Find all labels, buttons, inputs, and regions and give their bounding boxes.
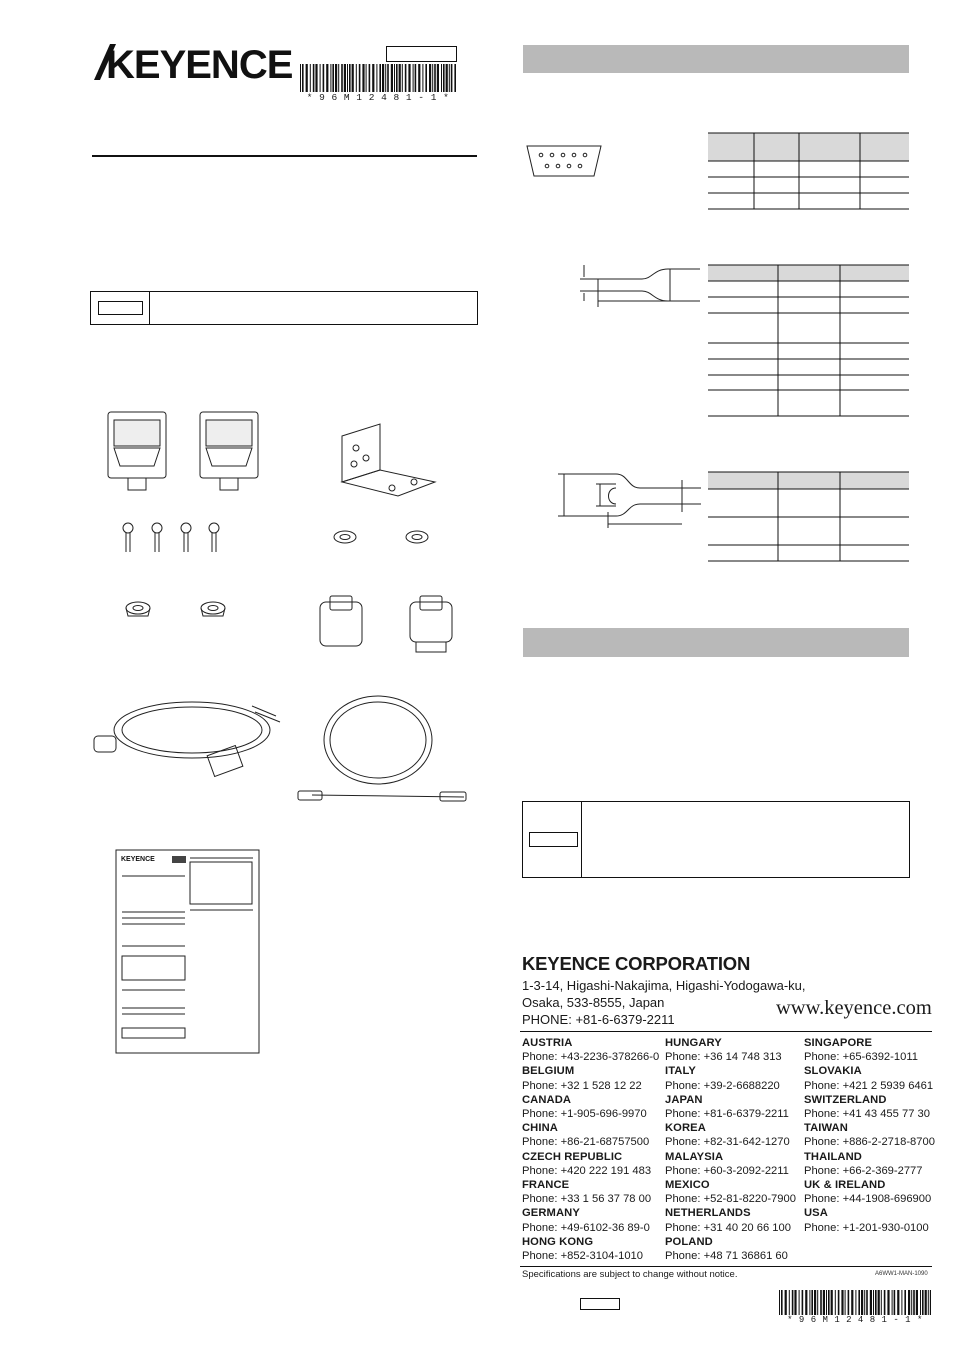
corporation-address-line2: Osaka, 533-8555, Japan xyxy=(522,995,665,1010)
office-country: SINGAPORE xyxy=(804,1037,873,1049)
office-country: TAIWAN xyxy=(804,1122,848,1135)
office-phone: Phone: +32 1 528 12 22 xyxy=(522,1079,642,1092)
office-country: ITALY xyxy=(665,1065,696,1078)
office-phone: Phone: +65-6392-1011 xyxy=(804,1051,918,1064)
office-country: USA xyxy=(804,1207,828,1220)
office-phone: Phone: +421 2 5939 6461 xyxy=(804,1079,934,1092)
cable-icon xyxy=(94,702,280,776)
office-column-2 xyxy=(665,1036,810,1263)
reader-unit-icon xyxy=(108,412,166,490)
office-column-3 xyxy=(804,1036,949,1235)
office-country: SWITZERLAND xyxy=(804,1093,887,1106)
mounting-bracket-icon xyxy=(342,424,435,496)
office-country: CZECH REPUBLIC xyxy=(522,1150,623,1163)
office-country: MEXICO xyxy=(665,1179,710,1192)
office-country: THAILAND xyxy=(804,1150,862,1163)
office-phone: Phone: +31 40 20 66 100 xyxy=(665,1221,791,1234)
note-box xyxy=(90,291,478,325)
office-phone: Phone: +39-2-6688220 xyxy=(665,1079,780,1092)
office-country: GERMANY xyxy=(522,1207,580,1220)
barcode-bottom-text: * 9 6 M 1 2 4 8 1 - 1 * xyxy=(787,1315,923,1325)
section-bar-middle xyxy=(523,628,909,657)
office-country: UK & IRELAND xyxy=(804,1179,886,1192)
office-phone: Phone: +44-1908-696900 xyxy=(804,1193,932,1206)
grommet-icon xyxy=(126,602,225,616)
office-country: HUNGARY xyxy=(665,1037,722,1049)
office-phone: Phone: +60-3-2092-2211 xyxy=(665,1164,789,1177)
office-country: NETHERLANDS xyxy=(665,1207,751,1220)
keyence-logo xyxy=(92,42,293,87)
office-country: MALAYSIA xyxy=(665,1150,724,1163)
office-phone: Phone: +81-6-6379-2211 xyxy=(665,1108,789,1121)
reader-unit-icon xyxy=(200,412,258,490)
office-country: FRANCE xyxy=(522,1179,570,1192)
wire-end-diagram xyxy=(580,255,700,305)
office-phone: Phone: +52-81-8220-7900 xyxy=(665,1193,796,1206)
washer-icon xyxy=(334,531,428,543)
website-link[interactable]: www.keyence.com xyxy=(776,997,932,1019)
office-phone: Phone: +36 14 748 313 xyxy=(665,1051,782,1064)
office-country: JAPAN xyxy=(665,1093,703,1106)
dsub-connector-icon xyxy=(524,144,604,178)
office-phone: Phone: +886-2-2718-8700 xyxy=(804,1136,935,1149)
office-phone: Phone: +43-2236-378266-0 xyxy=(522,1051,660,1064)
svg-text:KEYENCE: KEYENCE xyxy=(121,856,155,863)
package-illustrations xyxy=(80,400,490,1060)
office-country: BELGIUM xyxy=(522,1065,575,1078)
doc-code: A6WW1-MAN-1090 xyxy=(875,1271,928,1277)
office-phone: Phone: +33 1 56 37 78 00 xyxy=(522,1193,652,1206)
office-phone: Phone: +66-2-369-2777 xyxy=(804,1164,923,1177)
office-country: KOREA xyxy=(665,1122,706,1135)
pin-table xyxy=(708,133,909,210)
address-rule xyxy=(520,1031,932,1032)
office-phone: Phone: +82-31-642-1270 xyxy=(665,1136,790,1149)
corporation-name: KEYENCE CORPORATION xyxy=(522,953,751,974)
manual-thumbnail-icon xyxy=(116,850,259,1053)
office-phone: Phone: +86-21-68757500 xyxy=(522,1136,650,1149)
corporation-address-line1: 1-3-14, Higashi-Nakajima, Higashi-Yodogawa-ku, xyxy=(522,978,806,993)
office-phone: Phone: +48 71 36861 60 xyxy=(665,1250,788,1263)
keyence-logo-text: KEYENCE xyxy=(106,43,293,87)
office-phone: Phone: +49-6102-36 89-0 xyxy=(522,1221,650,1234)
terminal-spec-table xyxy=(708,472,909,562)
cable-icon xyxy=(298,696,466,801)
barcode-bottom xyxy=(779,1290,931,1315)
section-bar-top xyxy=(523,45,909,73)
footer-notice: Specifications are subject to change without notice. xyxy=(522,1269,738,1280)
screw-icon xyxy=(123,523,219,552)
office-country: CANADA xyxy=(522,1093,572,1106)
office-phone: Phone: +1-905-696-9970 xyxy=(522,1108,647,1121)
barcode-top-text: * 9 6 M 1 2 4 8 1 - 1 * xyxy=(306,92,450,103)
office-country: AUSTRIA xyxy=(522,1037,573,1049)
office-phone: Phone: +420 222 191 483 xyxy=(522,1164,652,1177)
office-phone: Phone: +41 43 455 77 30 xyxy=(804,1108,930,1121)
note-box-right xyxy=(522,801,910,878)
office-country: POLAND xyxy=(665,1235,713,1248)
crimp-terminal-diagram xyxy=(556,468,701,530)
note-box-right-label xyxy=(529,832,578,847)
note-box-label xyxy=(98,301,143,315)
office-country: CHINA xyxy=(522,1122,558,1135)
cap-icon xyxy=(320,596,452,652)
office-country: HONG KONG xyxy=(522,1235,594,1248)
barcode-top xyxy=(300,64,456,92)
footer-rule xyxy=(520,1266,932,1267)
office-phone: Phone: +852-3104-1010 xyxy=(522,1250,643,1263)
title-rule xyxy=(92,155,477,157)
wire-spec-table xyxy=(708,265,909,417)
label-box-top xyxy=(386,46,457,62)
office-phone: Phone: +1-201-930-0100 xyxy=(804,1221,929,1234)
label-box-bottom xyxy=(580,1298,620,1310)
office-country: SLOVAKIA xyxy=(804,1065,862,1078)
office-column-1 xyxy=(522,1036,667,1263)
corporation-phone: PHONE: +81-6-6379-2211 xyxy=(522,1012,675,1027)
